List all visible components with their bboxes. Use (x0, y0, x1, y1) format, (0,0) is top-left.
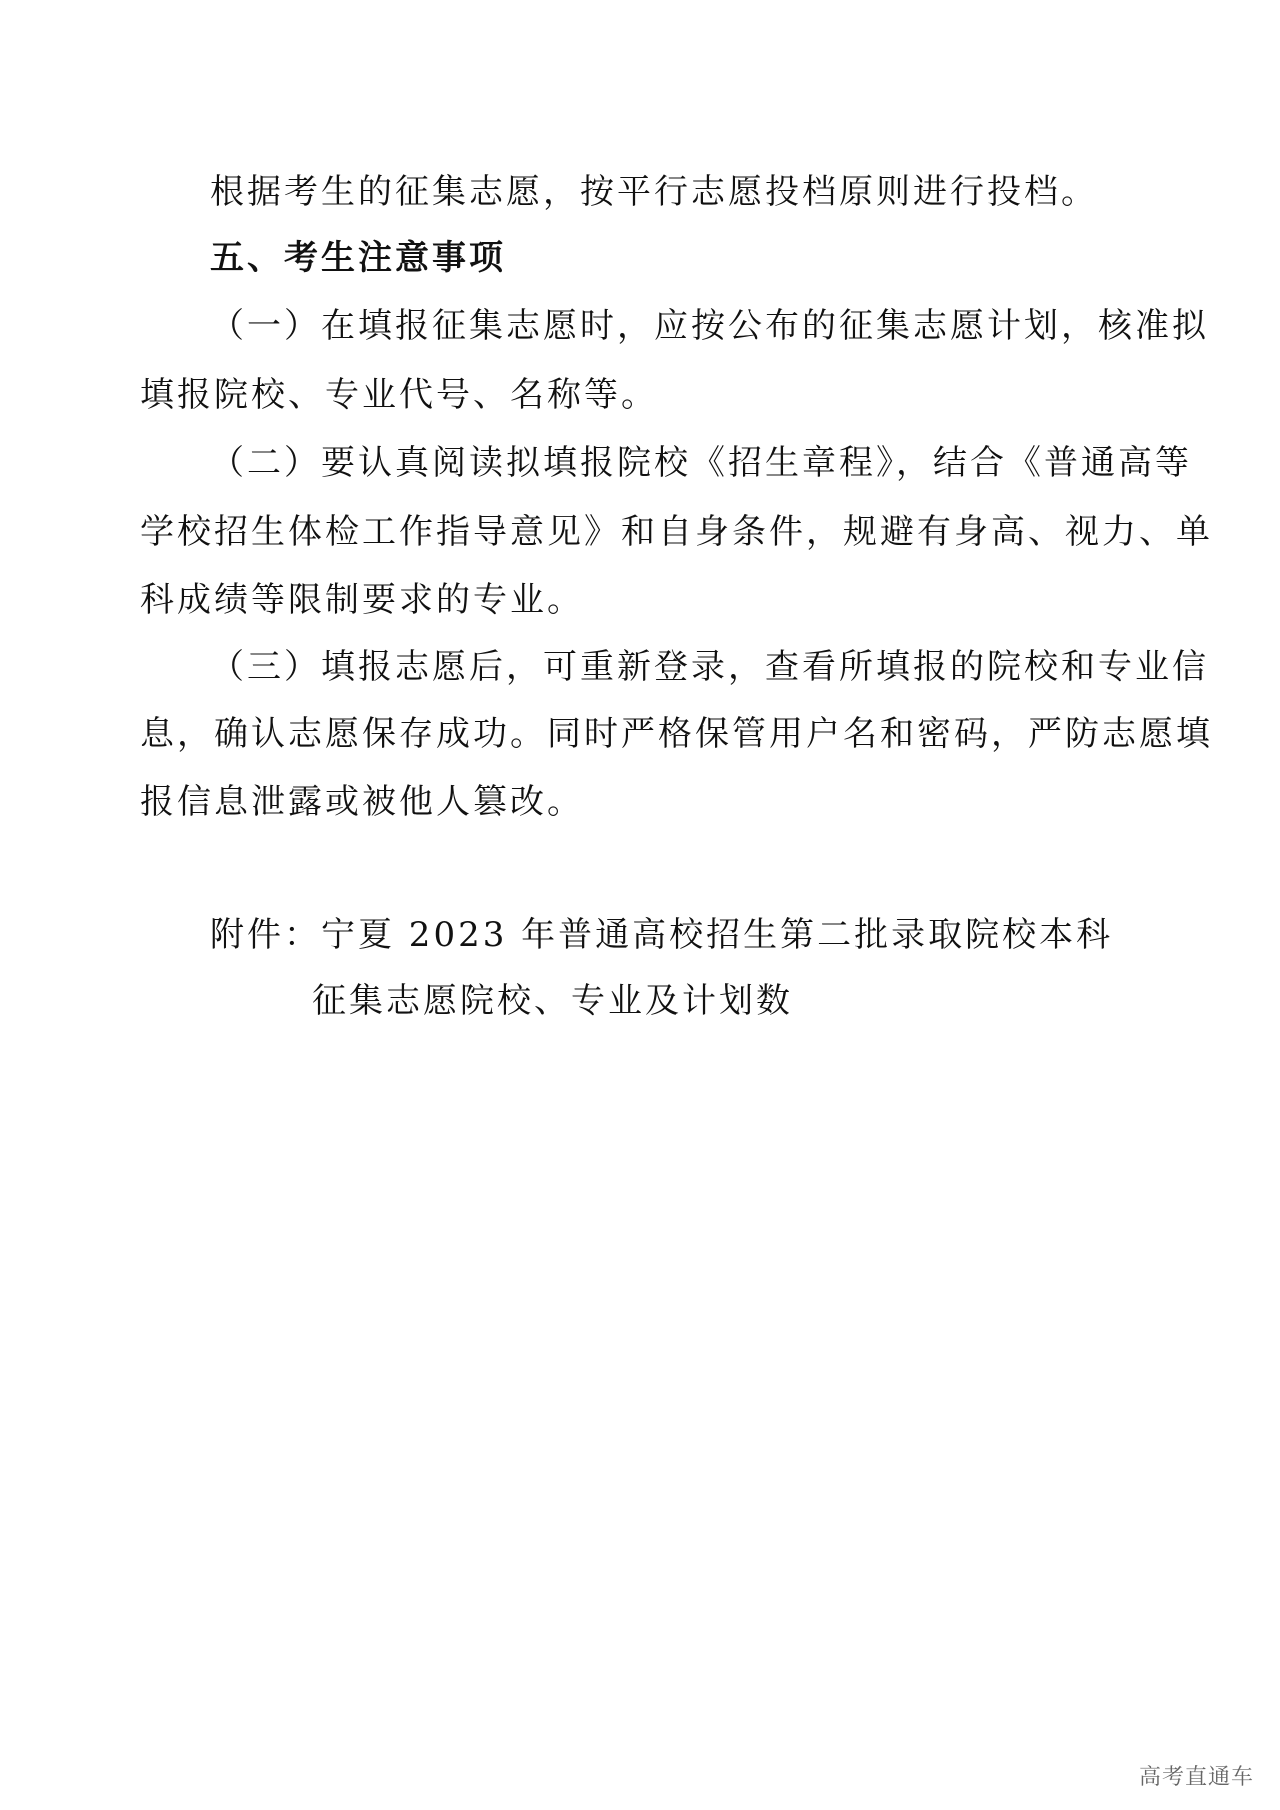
watermark: 高考直通车 (1135, 1760, 1258, 1791)
paragraph-line: 填报院校、专业代号、名称等。 (140, 375, 658, 415)
attachment-line-1: 附件：宁夏 2023 年普通高校招生第二批录取院校本科 (210, 915, 1114, 955)
paragraph-line: （一）在填报征集志愿时，应按公布的征集志愿计划，核准拟 (210, 306, 1209, 346)
section-heading: 五、考生注意事项 (210, 238, 506, 278)
paragraph-line: 息，确认志愿保存成功。同时严格保管用户名和密码，严防志愿填 (140, 714, 1213, 754)
paragraph-line: 根据考生的征集志愿，按平行志愿投档原则进行投档。 (210, 172, 1098, 212)
paragraph-line: 报信息泄露或被他人篡改。 (140, 782, 584, 822)
paragraph-line: （二）要认真阅读拟填报院校《招生章程》，结合《普通高等 (210, 443, 1192, 483)
paragraph-line: 学校招生体检工作指导意见》和自身条件，规避有身高、视力、单 (140, 512, 1213, 552)
paragraph-line: （三）填报志愿后，可重新登录，查看所填报的院校和专业信 (210, 647, 1209, 687)
attachment-line-2: 征集志愿院校、专业及计划数 (312, 981, 793, 1021)
paragraph-line: 科成绩等限制要求的专业。 (140, 580, 584, 620)
